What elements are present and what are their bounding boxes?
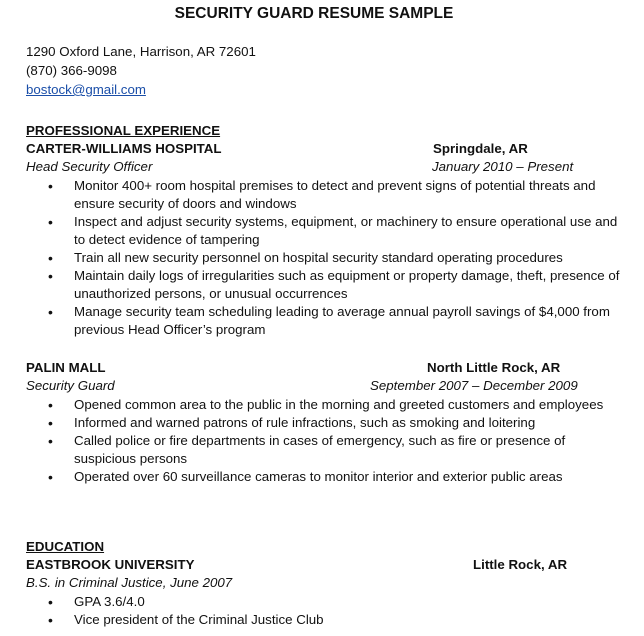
job-1-bullets	[0, 177, 620, 339]
list-item: • Called police or fire departments in cases of emergency, such as fire or presence of suspicious persons	[0, 432, 620, 468]
list-item: • Train all new security personnel on hospital security standard operating procedures	[0, 249, 620, 267]
contact-email-link[interactable]: bostock@gmail.com	[26, 82, 146, 97]
contact-phone: (870) 366-9098	[26, 63, 117, 78]
list-item: • Manage security team scheduling leading to average annual payroll savings of $4,000 from previous Head Officer’s program	[0, 303, 620, 339]
list-item: • Maintain daily logs of irregularities such as equipment or property damage, theft, presence of unauthorized persons, or unusual occurrences	[0, 267, 620, 303]
job-2-org: PALIN MALL	[26, 360, 106, 375]
education-bullets	[0, 593, 620, 629]
list-item: • GPA 3.6/4.0	[0, 593, 620, 611]
document-title: SECURITY GUARD RESUME SAMPLE	[174, 5, 454, 22]
list-item: • Operated over 60 surveillance cameras to monitor interior and exterior public areas	[0, 468, 620, 486]
contact-block	[26, 43, 256, 100]
job-2-role: Security Guard	[26, 378, 115, 393]
job-2-bullets	[0, 396, 620, 486]
education-location: Little Rock, AR	[473, 557, 568, 572]
contact-address: 1290 Oxford Lane, Harrison, AR 72601	[26, 44, 256, 59]
list-item: • Opened common area to the public in the morning and greeted customers and employees	[0, 396, 620, 414]
job-2-location: North Little Rock, AR	[427, 360, 561, 375]
job-1-org: CARTER-WILLIAMS HOSPITAL	[26, 141, 222, 156]
job-2-dates: September 2007 – December 2009	[370, 378, 578, 393]
experience-heading: PROFESSIONAL EXPERIENCE	[26, 123, 221, 138]
job-1-location: Springdale, AR	[433, 141, 528, 156]
education-degree: B.S. in Criminal Justice, June 2007	[26, 575, 233, 590]
education-school: EASTBROOK UNIVERSITY	[26, 557, 195, 572]
job-1-role: Head Security Officer	[26, 159, 153, 174]
list-item: • Inspect and adjust security systems, equipment, or machinery to ensure operational use and to detect evidence of tampering	[0, 213, 620, 249]
list-item: • Monitor 400+ room hospital premises to detect and prevent signs of potential threats and ensure security of doors and windows	[0, 177, 620, 213]
job-1-dates: January 2010 – Present	[432, 159, 574, 174]
list-item: • Vice president of the Criminal Justice Club	[0, 611, 620, 629]
list-item: • Informed and warned patrons of rule infractions, such as smoking and loitering	[0, 414, 620, 432]
education-heading: EDUCATION	[26, 539, 105, 554]
